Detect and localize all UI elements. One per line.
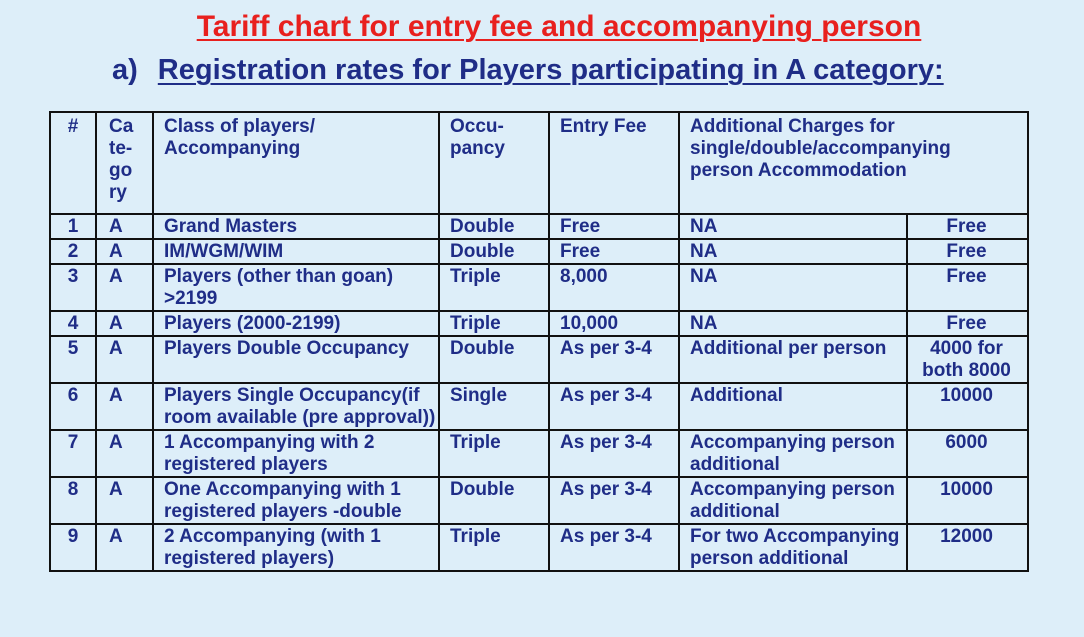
row-class: Players (2000-2199) [153, 311, 439, 336]
row-entry-fee: As per 3-4 [549, 336, 679, 383]
header-entry-fee: Entry Fee [549, 112, 679, 214]
table-row [50, 214, 1028, 239]
row-entry-fee: As per 3-4 [549, 524, 679, 571]
row-additional-note: NA [679, 311, 907, 336]
row-additional-charge: 4000 for both 8000 [907, 336, 1028, 383]
table-row [50, 430, 1028, 477]
row-num: 6 [50, 383, 96, 430]
row-category: A [96, 239, 153, 264]
row-additional-note: Additional [679, 383, 907, 430]
row-category: A [96, 383, 153, 430]
row-num: 9 [50, 524, 96, 571]
row-class: 1 Accompanying with 2 registered players [153, 430, 439, 477]
row-occupancy: Single [439, 383, 549, 430]
row-additional-note: Accompanying person additional [679, 430, 907, 477]
row-entry-fee: As per 3-4 [549, 383, 679, 430]
header-num: # [50, 112, 96, 214]
section-heading-text: Registration rates for Players participating in A category: [157, 54, 944, 86]
table-row [50, 311, 1028, 336]
row-additional-note: NA [679, 239, 907, 264]
row-additional-note: NA [679, 264, 907, 311]
row-additional-charge: Free [907, 214, 1028, 239]
header-occupancy-text: Occu- pancy [450, 116, 505, 159]
row-num: 7 [50, 430, 96, 477]
row-class: Players (other than goan) >2199 [153, 264, 439, 311]
row-category: A [96, 477, 153, 524]
row-entry-fee: As per 3-4 [549, 477, 679, 524]
table-row [50, 336, 1028, 383]
table-header-row [50, 112, 1028, 214]
row-occupancy: Triple [439, 430, 549, 477]
row-category: A [96, 311, 153, 336]
header-additional [679, 112, 1028, 214]
row-occupancy: Triple [439, 524, 549, 571]
row-occupancy: Double [439, 477, 549, 524]
row-additional-note: Accompanying person additional [679, 477, 907, 524]
row-entry-fee: Free [549, 214, 679, 239]
row-class: IM/WGM/WIM [153, 239, 439, 264]
row-class: 2 Accompanying (with 1 registered players) [153, 524, 439, 571]
row-class: One Accompanying with 1 registered players -double [153, 477, 439, 524]
page-title: Tariff chart for entry fee and accompanying person [196, 10, 922, 43]
row-category: A [96, 336, 153, 383]
row-num: 3 [50, 264, 96, 311]
row-occupancy: Triple [439, 311, 549, 336]
table-row [50, 477, 1028, 524]
row-num: 4 [50, 311, 96, 336]
row-additional-note: Additional per person [679, 336, 907, 383]
row-entry-fee: As per 3-4 [549, 430, 679, 477]
row-category: A [96, 264, 153, 311]
row-num: 5 [50, 336, 96, 383]
row-occupancy: Triple [439, 264, 549, 311]
section-marker: a) [112, 54, 138, 86]
header-occupancy [439, 112, 549, 214]
row-class: Grand Masters [153, 214, 439, 239]
row-additional-note: For two Accompanying person additional [679, 524, 907, 571]
row-num: 2 [50, 239, 96, 264]
section-heading [112, 54, 944, 87]
row-additional-note: NA [679, 214, 907, 239]
row-additional-charge: 12000 [907, 524, 1028, 571]
table-row [50, 383, 1028, 430]
row-category: A [96, 524, 153, 571]
row-additional-charge: Free [907, 311, 1028, 336]
header-category-text: Ca te- go ry [109, 116, 134, 203]
header-class-text: Class of players/ Accompanying [164, 116, 316, 159]
table-row [50, 239, 1028, 264]
tariff-table [49, 111, 1029, 572]
table-row [50, 264, 1028, 311]
row-occupancy: Double [439, 214, 549, 239]
row-occupancy: Double [439, 239, 549, 264]
row-num: 8 [50, 477, 96, 524]
row-additional-charge: Free [907, 239, 1028, 264]
row-class: Players Single Occupancy(if room available (pre approval)) [153, 383, 439, 430]
row-entry-fee: Free [549, 239, 679, 264]
row-occupancy: Double [439, 336, 549, 383]
header-category [96, 112, 153, 214]
row-additional-charge: 10000 [907, 383, 1028, 430]
row-entry-fee: 10,000 [549, 311, 679, 336]
row-class: Players Double Occupancy [153, 336, 439, 383]
row-additional-charge: Free [907, 264, 1028, 311]
row-entry-fee: 8,000 [549, 264, 679, 311]
header-additional-text: Additional Charges for single/double/accompanying person Accommodation [690, 116, 951, 181]
row-category: A [96, 214, 153, 239]
row-category: A [96, 430, 153, 477]
row-additional-charge: 10000 [907, 477, 1028, 524]
row-num: 1 [50, 214, 96, 239]
row-additional-charge: 6000 [907, 430, 1028, 477]
table-row [50, 524, 1028, 571]
header-class [153, 112, 439, 214]
